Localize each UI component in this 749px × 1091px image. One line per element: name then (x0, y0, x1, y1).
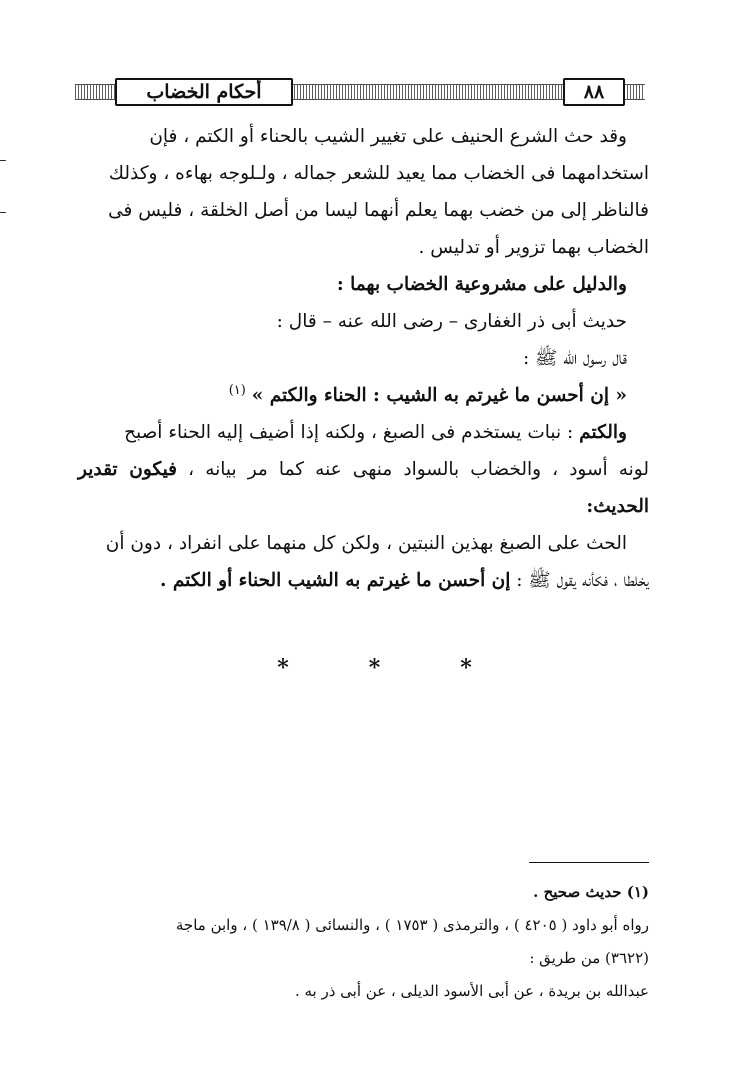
section-separator (0, 655, 749, 685)
footnote-heading: (١) حديث صحيح . (533, 883, 649, 901)
estimate-text: يخلطا ، فكأنه يقول ﷺ : (516, 570, 649, 591)
paragraph-line (78, 562, 649, 599)
katam-definition-line (78, 451, 649, 525)
estimate-heading: فيكون تقدير الحديث: (78, 459, 649, 517)
hadith-intro: حديث أبى ذر الغفارى – رضى الله عنه – قال : (276, 311, 627, 332)
paragraph-line: الخضاب بهما تزوير أو تدليس . (418, 237, 649, 258)
edge-mark (0, 160, 6, 161)
estimate-conclusion: إن أحسن ما غيرتم به الشيب الحناء أو الكتم . (159, 570, 511, 591)
running-title: أحكام الخضاب (115, 78, 293, 106)
katam-term: والكتم (579, 422, 627, 443)
katam-definition: : نبات يستخدم فى الصبغ ، ولكنه إذا أضيف إليه الحناء أصبح (124, 422, 574, 443)
star-icon: * (460, 655, 472, 681)
footnotes (78, 876, 649, 1008)
evidence-heading: والدليل على مشروعية الخضاب بهما : (336, 274, 627, 295)
footnote-line: (٣٦٢٢) من طريق : (529, 949, 649, 967)
footnote-line: عبدالله بن بريدة ، عن أبى الأسود الديلى ، عن أبى ذر به . (294, 982, 649, 1000)
paragraph-line: وقد حث الشرع الحنيف على تغيير الشيب بالحناء أو الكتم ، فإن (149, 126, 627, 147)
hadith-text: « إن أحسن ما غيرتم به الشيب : الحناء والكتم » (251, 385, 627, 406)
main-text (78, 118, 649, 599)
paragraph-line: استخدامهما فى الخضاب مما يعيد للشعر جماله ، ولـلوجه بهاءه ، وكذلك (108, 163, 649, 184)
prophet-said: قال رسول الله ﷺ : (522, 348, 627, 369)
paragraph-line: الحث على الصبغ بهذين النبتين ، ولكن كل منهما على انفراد ، دون أن (105, 533, 627, 554)
katam-definition-line (78, 414, 649, 451)
star-icon: * (277, 655, 289, 681)
katam-definition: لونه أسود ، والخضاب بالسواد منهى عنه كما مر بيانه ، (188, 459, 649, 480)
page-number: ٨٨ (563, 78, 625, 106)
hadith-line (78, 377, 649, 414)
footnote-line: رواه أبو داود ( ٤٢٠٥ ) ، والترمذى ( ١٧٥٣ ) ، والنسائى ( ١٣٩/٨ ) ، وابن ماجة (175, 916, 649, 934)
paragraph-line: فالناظر إلى من خضب بهما يعلم أنهما ليسا من أصل الخلقة ، فليس فى (108, 200, 649, 221)
star-icon: * (368, 655, 381, 681)
footnote-ref: (١) (228, 382, 246, 398)
running-header (75, 78, 645, 104)
edge-mark (0, 212, 6, 213)
footnote-rule (529, 862, 649, 863)
